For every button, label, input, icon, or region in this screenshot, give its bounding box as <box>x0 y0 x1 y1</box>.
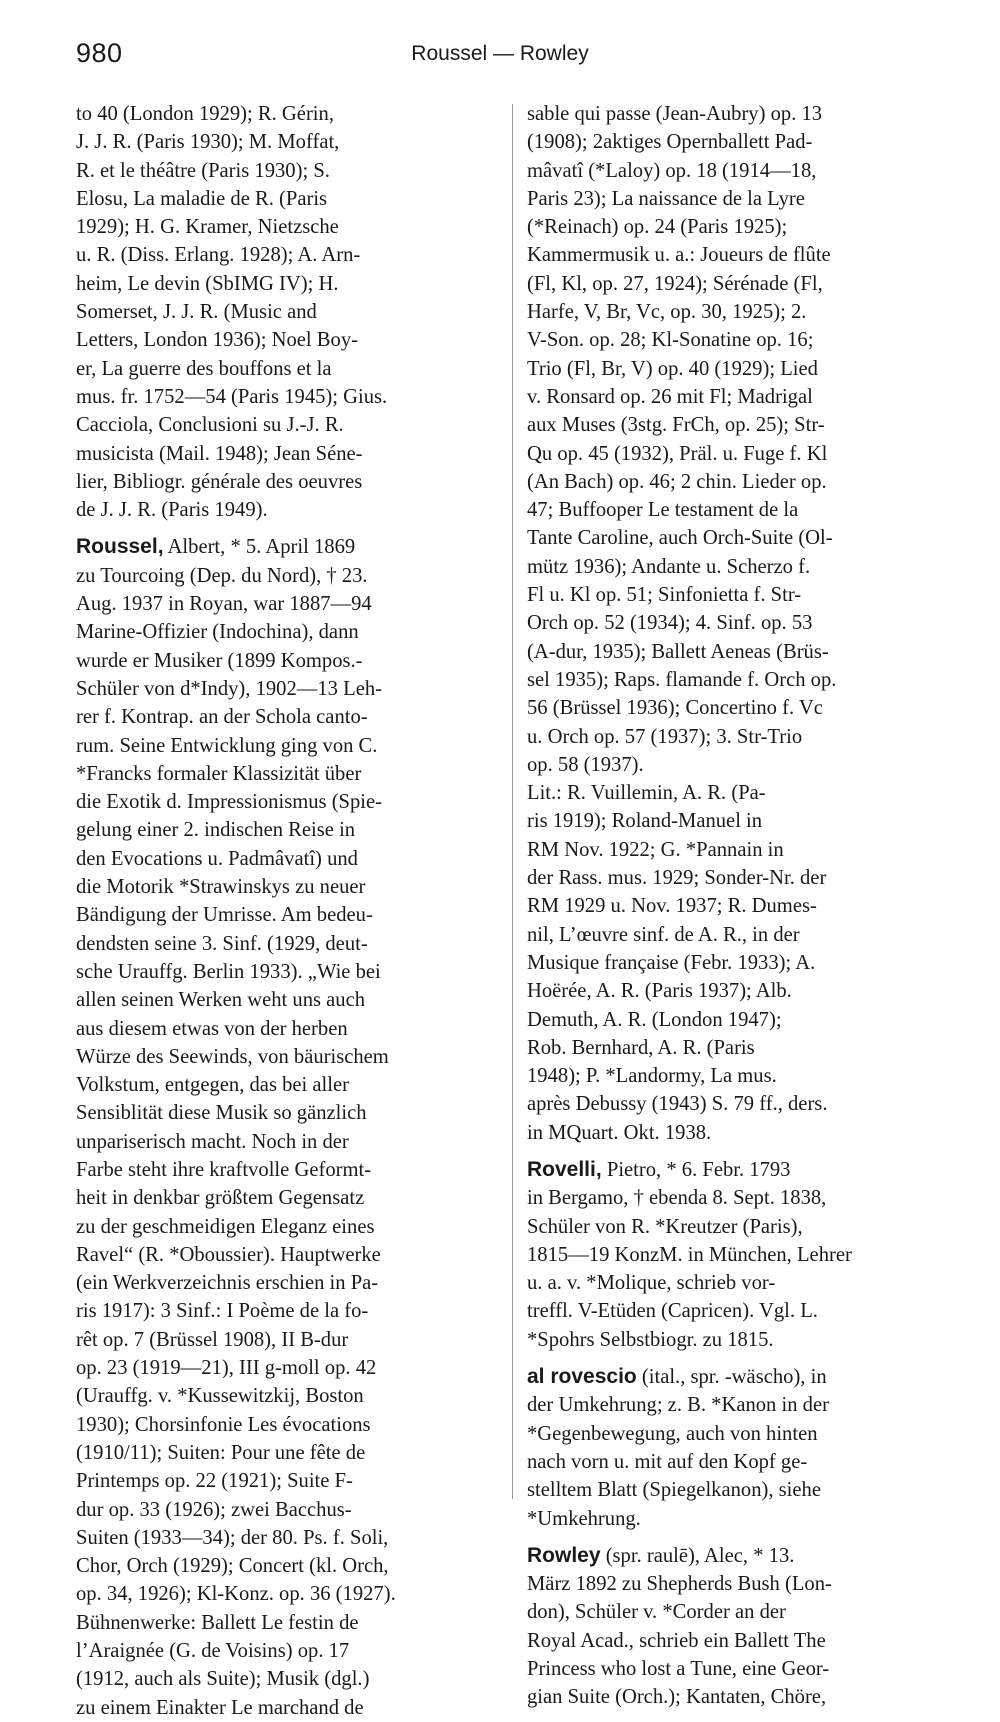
text-line: dur op. 33 (1926); zwei Bacchus- <box>76 1498 352 1521</box>
text-line: (A-dur, 1935); Ballett Aeneas (Brüs- <box>527 640 829 663</box>
column-divider <box>512 104 513 1499</box>
text-line: der Umkehrung; z. B. *Kanon in der <box>527 1394 829 1417</box>
text-line: Hoërée, A. R. (Paris 1937); Alb. <box>527 980 792 1003</box>
text-line: rer f. Kontrap. an der Schola canto- <box>76 706 368 729</box>
text-line: in Bergamo, † ebenda 8. Sept. 1838, <box>527 1187 827 1210</box>
text-line: sche Urauffg. Berlin 1933). „Wie bei <box>76 960 381 983</box>
text-line: (1910/11); Suiten: Pour une fête de <box>76 1441 366 1464</box>
text-line: (ein Werkverzeichnis erschien in Pa- <box>76 1272 379 1295</box>
text-line: après Debussy (1943) S. 79 ff., ders. <box>527 1093 828 1116</box>
text-line: gian Suite (Orch.); Kantaten, Chöre, <box>527 1686 827 1709</box>
text-line: Volkstum, entgegen, das bei aller <box>76 1074 349 1097</box>
headword: Rowley <box>527 1543 601 1567</box>
entry-gap <box>527 1147 953 1156</box>
text-line: ris 1917): 3 Sinf.: I Poème de la fo- <box>76 1300 369 1323</box>
text-line <box>527 1156 953 1184</box>
text-line: treffl. V-Etüden (Capricen). Vgl. L. <box>527 1300 818 1323</box>
text-line: op. 58 (1937). <box>527 753 644 776</box>
text-line: *Spohrs Selbstbiogr. zu 1815. <box>527 1328 774 1351</box>
text-line: Rob. Bernhard, A. R. (Paris <box>527 1036 755 1059</box>
text-line: mâvatî (*Laloy) op. 18 (1914—18, <box>527 159 817 182</box>
entry-gap <box>76 524 502 533</box>
text-line: Trio (Fl, Br, V) op. 40 (1929); Lied <box>527 357 818 380</box>
text-line: sable qui passe (Jean-Aubry) op. 13 <box>527 103 823 125</box>
text-line: zu Tourcoing (Dep. du Nord), † 23. <box>76 564 368 587</box>
text-line: unpariserisch macht. Noch in der <box>76 1130 349 1153</box>
text-line: 47; Buffooper Le testament de la <box>527 499 799 522</box>
text-line: u. R. (Diss. Erlang. 1928); A. Arn- <box>76 244 361 267</box>
text-line: R. et le théâtre (Paris 1930); S. <box>76 159 330 182</box>
text-line: (1908); 2aktiges Opernballett Pad- <box>527 131 813 154</box>
text-line: Bühnenwerke: Ballett Le festin de <box>76 1611 359 1634</box>
text-line: *Umkehrung. <box>527 1507 641 1530</box>
text-line: Qu op. 45 (1932), Präl. u. Fuge f. Kl <box>527 442 828 465</box>
text-line: V-Son. op. 28; Kl-Sonatine op. 16; <box>527 329 814 352</box>
text-line: 1929); H. G. Kramer, Nietzsche <box>76 216 339 239</box>
text-line: (Fl, Kl, op. 27, 1924); Sérénade (Fl, <box>527 272 823 295</box>
text-line: u. a. v. *Molique, schrieb vor- <box>527 1272 776 1295</box>
dictionary-entry <box>76 100 502 524</box>
text-line: Royal Acad., schrieb ein Ballett The <box>527 1629 826 1652</box>
text-line: Schüler von R. *Kreutzer (Paris), <box>527 1215 803 1238</box>
text-line: Schüler von d*Indy), 1902—13 Leh- <box>76 677 382 700</box>
text-line: nach vorn u. mit auf den Kopf ge- <box>527 1450 808 1473</box>
text-line: rum. Seine Entwicklung ging von C. <box>76 734 378 757</box>
text-line: Tante Caroline, auch Orch-Suite (Ol- <box>527 527 833 550</box>
text-line: Ravel“ (R. *Oboussier). Hauptwerke <box>76 1243 381 1266</box>
text-line: Orch op. 52 (1934); 4. Sinf. op. 53 <box>527 612 813 635</box>
text-line: l’Araignée (G. de Voisins) op. 17 <box>76 1640 350 1663</box>
text-line: 1930); Chorsinfonie Les évocations <box>76 1413 371 1436</box>
text-line: Elosu, La maladie de R. (Paris <box>76 187 328 210</box>
text-line: *Gegenbewegung, auch von hinten <box>527 1422 818 1445</box>
text-line: Würze des Seewinds, von bäurischem <box>76 1045 389 1068</box>
running-head: Roussel — Rowley <box>411 42 589 65</box>
text-line: Printemps op. 22 (1921); Suite F- <box>76 1470 353 1493</box>
text-line: Sensiblität diese Musik so gänzlich <box>76 1102 367 1125</box>
text-line: mus. fr. 1752—54 (Paris 1945); Gius. <box>76 385 388 408</box>
text-line: (An Bach) op. 46; 2 chin. Lieder op. <box>527 470 827 493</box>
headword: Rovelli, <box>527 1157 602 1181</box>
text-line: Paris 23); La naissance de la Lyre <box>527 187 805 210</box>
text-line: Lit.: R. Vuillemin, A. R. (Pa- <box>527 782 766 805</box>
text-line: Farbe steht ihre kraftvolle Geformt- <box>76 1158 372 1181</box>
text-line: Bändigung der Umrisse. Am bedeu- <box>76 904 373 927</box>
text-line: rêt op. 7 (Brüssel 1908), II B-dur <box>76 1328 349 1351</box>
text-line: den Evocations u. Padmâvatî) und <box>76 847 358 870</box>
text-line: heit in denkbar größtem Gegensatz <box>76 1187 365 1210</box>
text-line: op. 23 (1919—21), III g-moll op. 42 <box>76 1357 377 1380</box>
headword: Roussel, <box>76 535 164 559</box>
text-line: de J. J. R. (Paris 1949). <box>76 499 268 522</box>
text-line: die Exotik d. Impressionismus (Spie- <box>76 791 383 814</box>
entry-gap <box>527 1533 953 1542</box>
text-line: (*Reinach) op. 24 (Paris 1925); <box>527 216 788 239</box>
text-line: Chor, Orch (1929); Concert (kl. Orch, <box>76 1555 389 1578</box>
text-line: Cacciola, Conclusioni su J.-J. R. <box>76 414 344 437</box>
page-number: 980 <box>76 38 123 68</box>
text-line: op. 34, 1926); Kl-Konz. op. 36 (1927). <box>76 1583 396 1606</box>
text-line: *Francks formaler Klassizität über <box>76 762 362 785</box>
text-line: sel 1935); Raps. flamande f. Orch op. <box>527 668 837 691</box>
text-line: lier, Bibliogr. générale des oeuvres <box>76 470 363 493</box>
text-line: heim, Le devin (SbIMG IV); H. <box>76 272 339 295</box>
entry-text: Pietro, * 6. Febr. 1793 <box>606 1158 791 1181</box>
text-line: Somerset, J. J. R. (Music and <box>76 301 317 324</box>
dictionary-entry <box>527 1363 953 1533</box>
text-line: aus diesem etwas von der herben <box>76 1017 348 1040</box>
dictionary-entry <box>527 1542 953 1712</box>
text-line: (Urauffg. v. *Kussewitzkij, Boston <box>76 1385 364 1408</box>
entry-text: Albert, * 5. April 1869 <box>167 536 356 559</box>
text-line: gelung einer 2. indischen Reise in <box>76 819 356 842</box>
entry-text: (ital., spr. -wäscho), in <box>641 1366 827 1389</box>
text-line: Kammermusik u. a.: Joueurs de flûte <box>527 244 831 267</box>
left-column <box>76 100 502 1722</box>
text-line: Princess who lost a Tune, eine Geor- <box>527 1658 830 1681</box>
dictionary-entry <box>76 533 502 1721</box>
text-line: die Motorik *Strawinskys zu neuer <box>76 876 366 899</box>
dictionary-entry <box>527 1156 953 1354</box>
text-line: 56 (Brüssel 1936); Concertino f. Vc <box>527 697 823 720</box>
text-line: aux Muses (3stg. FrCh, op. 25); Str- <box>527 414 825 437</box>
text-line: RM 1929 u. Nov. 1937; R. Dumes- <box>527 895 817 918</box>
entry-text: (spr. raulē), Alec, * 13. <box>605 1544 795 1567</box>
text-line: RM Nov. 1922; G. *Pannain in <box>527 838 784 861</box>
text-line: Suiten (1933—34); der 80. Ps. f. Soli, <box>76 1526 389 1549</box>
text-line: v. Ronsard op. 26 mit Fl; Madrigal <box>527 385 813 408</box>
dictionary-entry <box>527 100 953 1147</box>
text-line: dendsten seine 3. Sinf. (1929, deut- <box>76 932 368 955</box>
headword: al rovescio <box>527 1365 637 1389</box>
right-column <box>527 100 953 1712</box>
text-line: mütz 1936); Andante u. Scherzo f. <box>527 555 811 578</box>
text-line: stelltem Blatt (Spiegelkanon), siehe <box>527 1479 821 1502</box>
text-line: in MQuart. Okt. 1938. <box>527 1121 712 1144</box>
text-line: Letters, London 1936); Noel Boy- <box>76 329 358 352</box>
text-line: Aug. 1937 in Royan, war 1887—94 <box>76 593 372 616</box>
text-line <box>527 1363 953 1391</box>
text-line: Musique française (Febr. 1933); A. <box>527 951 816 974</box>
text-line: allen seinen Werken weht uns auch <box>76 989 366 1012</box>
text-line <box>76 533 502 561</box>
text-line: ris 1919); Roland-Manuel in <box>527 810 763 833</box>
text-line: März 1892 zu Shepherds Bush (Lon- <box>527 1573 832 1596</box>
text-line: zu einem Einakter Le marchand de <box>76 1696 364 1719</box>
entry-gap <box>527 1354 953 1363</box>
text-line: J. J. R. (Paris 1930); M. Moffat, <box>76 131 340 154</box>
text-line: zu der geschmeidigen Eleganz eines <box>76 1215 375 1238</box>
text-line: der Rass. mus. 1929; Sonder-Nr. der <box>527 867 827 890</box>
text-line: musicista (Mail. 1948); Jean Séne- <box>76 442 363 465</box>
text-line: 1815—19 KonzM. in München, Lehrer <box>527 1243 852 1266</box>
text-line: u. Orch op. 57 (1937); 3. Str-Trio <box>527 725 803 748</box>
text-line: don), Schüler v. *Corder an der <box>527 1601 786 1624</box>
text-line: 1948); P. *Landormy, La mus. <box>527 1065 777 1088</box>
text-line: wurde er Musiker (1899 Kompos.- <box>76 649 363 672</box>
text-line: nil, L’œuvre sinf. de A. R., in der <box>527 923 800 946</box>
text-line: to 40 (London 1929); R. Gérin, <box>76 103 334 125</box>
text-line: Fl u. Kl op. 51; Sinfonietta f. Str- <box>527 584 802 607</box>
text-line: Demuth, A. R. (London 1947); <box>527 1008 782 1031</box>
text-line: (1912, auch als Suite); Musik (dgl.) <box>76 1668 370 1691</box>
text-line: er, La guerre des bouffons et la <box>76 357 332 380</box>
text-line: Harfe, V, Br, Vc, op. 30, 1925); 2. <box>527 301 807 324</box>
text-line: Marine-Offizier (Indochina), dann <box>76 621 359 644</box>
